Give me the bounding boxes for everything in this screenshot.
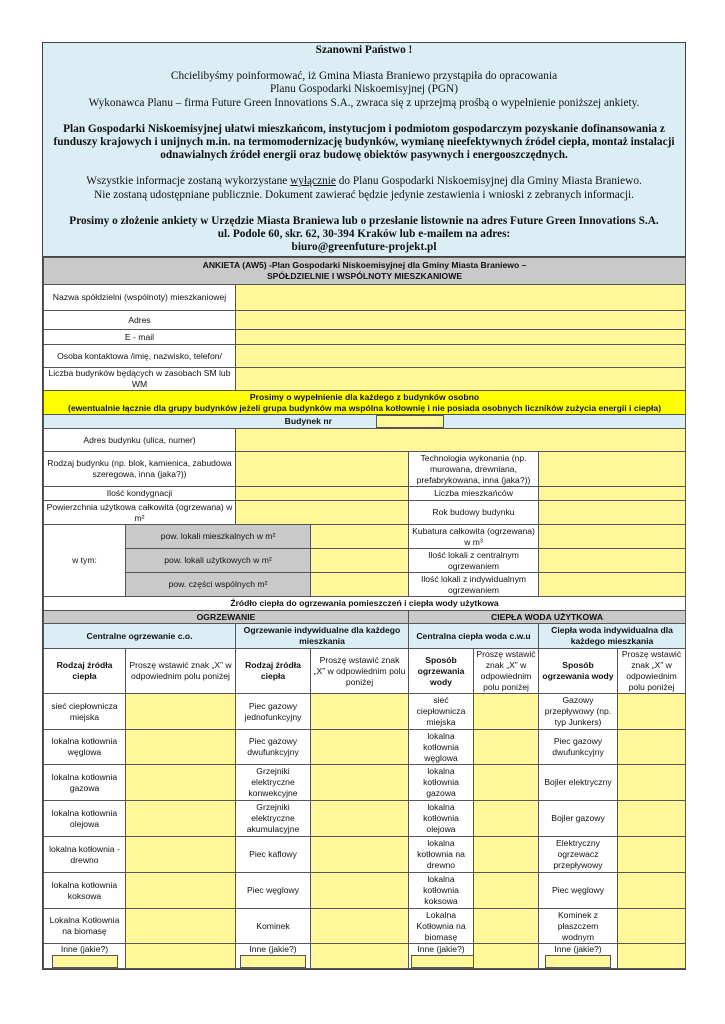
intro-panel [43, 43, 685, 257]
other-label [409, 944, 474, 969]
heat-option-label: Piec gazowy dwufunkcyjny [539, 730, 618, 765]
label-building-type: Rodzaj budynku (np. blok, kamienica, zabudowa szeregowa, inna (jaka?)) [44, 452, 236, 487]
input-email[interactable] [236, 330, 686, 345]
heat-option-label: Grzejniki elektryczne konwekcyjne [236, 765, 311, 801]
survey-subtitle-line: SPÓŁDZIELNIE I WSPÓLNOTY MIESZKANIOWE [266, 271, 463, 282]
intro-line: Chcielibyśmy poinformować, iż Gmina Miasta Braniewo przystąpiła do opracowania [170, 70, 558, 83]
label-usable-area: Powierzchnia użytkowa całkowita (ogrzewana) w m² [44, 501, 236, 525]
privacy-text: Wszystkie informacje zostaną wykorzystane [86, 175, 291, 188]
other-label [236, 944, 311, 969]
label-floors: Ilość kondygnacji [44, 487, 236, 501]
heat-option-mark-cell[interactable] [474, 765, 539, 801]
privacy-text: do Planu Gospodarki Niskoemisyjnej dla Gminy Miasta Braniewo. [335, 175, 642, 188]
heat-option-label: sieć ciepłownicza miejska [409, 694, 474, 730]
heat-option-mark-cell[interactable] [126, 801, 236, 837]
heat-option-mark-cell[interactable] [311, 801, 409, 837]
label-residential-area: pow. lokali mieszkalnych w m² [126, 525, 311, 549]
heat-option-mark-cell[interactable] [126, 730, 236, 765]
survey-sheet [42, 42, 686, 970]
intro-line: Wykonawca Planu – firma Future Green Innovations S.A., zwraca się z uprzejmą prośbą o wypełnienie poniższej ankiety. [88, 96, 640, 109]
heat-option-mark-cell[interactable] [126, 694, 236, 730]
individual-hot-water-header: Ciepła woda indywidualna dla każdego mieszkania [539, 624, 686, 649]
label-email: E - mail [44, 330, 236, 345]
other-mark-cell[interactable] [126, 944, 236, 969]
input-usable-area[interactable] [236, 501, 409, 525]
label-individual-heating-units: Ilość lokali z indywidualnym ogrzewaniem [409, 573, 539, 597]
label-building-count: Liczba budynków będących w zasobach SM lub WM [44, 368, 236, 391]
col-water-heating-method-indiv: Sposób ogrzewania wody [539, 649, 618, 694]
other-label-text: Inne (jakie?) [60, 944, 109, 955]
label-coop-name: Nazwa spółdzielni (wspólnoty) mieszkaniowej [44, 285, 236, 311]
col-mark-x: Proszę wstawić znak „X” w odpowiednim polu poniżej [474, 649, 539, 694]
heat-option-row [44, 801, 686, 837]
label-contact-person: Osoba kontaktowa /imię, nazwisko, telefon/ [44, 345, 236, 368]
heat-option-mark-cell[interactable] [311, 730, 409, 765]
intro-line: Planu Gospodarki Niskoemisyjnej (PGN) [270, 83, 458, 96]
other-label [539, 944, 618, 969]
heat-option-label: Elektryczny ogrzewacz przepływowy [539, 837, 618, 873]
survey-title-line: ANKIETA (AW5) -Plan Gospodarki Niskoemisyjnej dla Gminy Miasta Braniewo – [202, 260, 527, 271]
heat-option-label: Kominek z płaszczem wodnym [539, 909, 618, 944]
fill-instruction-line: Prosimy o wypełnienie dla każdego z budynków osobno [249, 391, 480, 402]
label-including: w tym: [44, 525, 126, 597]
heating-header: OGRZEWANIE [44, 611, 409, 624]
label-building-address: Adres budynku (ulica, numer) [44, 429, 236, 452]
intro-plan-paragraph: Plan Gospodarki Niskoemisyjnej ułatwi mieszkańcom, instytucjom i podmiotom gospodarczym pozyskanie dofinansowania z funduszy krajowych i unijnych m.in. na termomodernizację budynków, wymianę nieefektywnych źródeł ciepła, montaż instalacji odnawialnych źródeł energii oraz budowę obiektów pasywnych i energooszczędnych. [53, 122, 675, 162]
heat-option-label: Piec węglowy [236, 873, 311, 909]
heat-option-mark-cell[interactable] [474, 801, 539, 837]
intro-email: biuro@greenfuture-projekt.pl [291, 241, 437, 254]
other-heating-input[interactable] [52, 955, 118, 968]
label-central-heating-units: Ilość lokali z centralnym ogrzewaniem [409, 549, 539, 573]
heat-option-label: Grzejniki elektryczne akumulacyjne [236, 801, 311, 837]
input-cubature[interactable] [539, 525, 686, 549]
input-residents[interactable] [539, 487, 686, 501]
input-building-count[interactable] [236, 368, 686, 391]
other-hot-water-input[interactable] [411, 955, 474, 968]
heat-option-row [44, 730, 686, 765]
heat-option-label: Piec gazowy dwufunkcyjny [236, 730, 311, 765]
heat-option-label: Piec kaflowy [236, 837, 311, 873]
other-indiv-hot-water-input[interactable] [545, 955, 611, 968]
col-heat-source-type: Rodzaj źródła ciepła [44, 649, 126, 694]
heat-source-title: Źródło ciepła do ogrzewania pomieszczeń i ciepła wody użytkowa [44, 597, 686, 611]
col-mark-x: Proszę wstawić znak „X” w odpowiednim polu poniżej [311, 649, 409, 694]
heat-option-mark-cell[interactable] [311, 873, 409, 909]
heat-option-mark-cell[interactable] [311, 837, 409, 873]
central-heating-header: Centralne ogrzewanie c.o. [44, 624, 236, 649]
input-common-area[interactable] [311, 573, 409, 597]
building-number-row [44, 415, 686, 429]
input-construction-technology[interactable] [539, 452, 686, 487]
privacy-underlined: wyłącznie [290, 175, 336, 188]
heat-option-mark-cell[interactable] [474, 873, 539, 909]
input-address[interactable] [236, 311, 686, 330]
input-commercial-area[interactable] [311, 549, 409, 573]
heat-option-mark-cell[interactable] [618, 909, 686, 944]
heat-option-label: Lokalna Kotłownia na biomasę [409, 909, 474, 944]
input-building-address[interactable] [236, 429, 686, 452]
label-construction-technology: Technologia wykonania (np. murowana, drewniana, prefabrykowana, inna (jaka?)) [409, 452, 539, 487]
input-coop-name[interactable] [236, 285, 686, 311]
label-common-area: pow. części wspólnych m² [126, 573, 311, 597]
heat-option-label: Bojler gazowy [539, 801, 618, 837]
label-address: Adres [44, 311, 236, 330]
heat-option-row [44, 837, 686, 873]
heat-option-label: Gazowy przepływowy (np. typ Junkers) [539, 694, 618, 730]
heat-option-label: Kominek [236, 909, 311, 944]
intro-privacy-line2: Nie zostaną udostępniane publicznie. Dokument zawierać będzie jedynie zestawienia i wnioski z zebranych informacji. [94, 188, 634, 201]
heat-option-mark-cell[interactable] [311, 765, 409, 801]
other-label [44, 944, 126, 969]
heat-option-row [44, 694, 686, 730]
heat-option-label: lokalna kotłownia węglowa [409, 730, 474, 765]
heat-option-label: lokalna kotłownia koksowa [409, 873, 474, 909]
building-number-input[interactable] [376, 415, 444, 428]
col-water-heating-method: Sposób ogrzewania wody [409, 649, 474, 694]
heat-option-mark-cell[interactable] [618, 730, 686, 765]
heat-option-mark-cell[interactable] [311, 694, 409, 730]
heat-option-label: lokalna kotłownia na drewno [409, 837, 474, 873]
col-mark-x: Proszę wstawić znak „X” w odpowiednim polu poniżej [618, 649, 686, 694]
input-floors[interactable] [236, 487, 409, 501]
heat-option-mark-cell[interactable] [618, 694, 686, 730]
input-individual-heating-units[interactable] [539, 573, 686, 597]
intro-address-line: ul. Podole 60, skr. 62, 30-394 Kraków lub e-mailem na adres: [217, 228, 511, 241]
label-cubature: Kubatura całkowita (ogrzewana) w m³ [409, 525, 539, 549]
heat-option-label: lokalna kotłownia gazowa [409, 765, 474, 801]
heat-option-label: Piec gazowy jednofunkcyjny [236, 694, 311, 730]
survey-title [44, 258, 686, 285]
heat-option-mark-cell[interactable] [474, 837, 539, 873]
heat-option-mark-cell[interactable] [474, 694, 539, 730]
heat-option-label: lokalna kotłownia olejowa [44, 801, 126, 837]
other-mark-cell[interactable] [474, 944, 539, 969]
label-commercial-area: pow. lokali użytkowych w m² [126, 549, 311, 573]
heat-option-label: Bojler elektryczny [539, 765, 618, 801]
other-label-text: Inne (jakie?) [554, 944, 602, 955]
heat-option-mark-cell[interactable] [126, 765, 236, 801]
heat-option-mark-cell[interactable] [126, 909, 236, 944]
heat-option-mark-cell[interactable] [474, 730, 539, 765]
input-building-type[interactable] [236, 452, 409, 487]
heat-option-mark-cell[interactable] [126, 837, 236, 873]
building-number-label: Budynek nr [284, 416, 332, 427]
heat-option-mark-cell[interactable] [618, 801, 686, 837]
col-heat-source-type-indiv: Rodzaj źródła ciepła [236, 649, 311, 694]
heat-option-label: lokalna kotłownia węglowa [44, 730, 126, 765]
intro-submit-line: Prosimy o złożenie ankiety w Urzędzie Miasta Braniewa lub o przesłanie listownie na adres Future Green Innovations S.A. [69, 214, 659, 227]
heat-option-mark-cell[interactable] [618, 765, 686, 801]
input-central-heating-units[interactable] [539, 549, 686, 573]
heat-option-label: sieć ciepłownicza miejska [44, 694, 126, 730]
heat-option-mark-cell[interactable] [311, 909, 409, 944]
hot-water-header: CIEPŁA WODA UŻYTKOWA [409, 611, 686, 624]
heat-option-mark-cell[interactable] [618, 837, 686, 873]
heat-option-label: lokalna kotłownia koksowa [44, 873, 126, 909]
heat-option-mark-cell[interactable] [474, 909, 539, 944]
input-contact-person[interactable] [236, 345, 686, 368]
heat-option-label: lokalna kotłownia gazowa [44, 765, 126, 801]
other-label-text: Inne (jakie?) [417, 944, 465, 955]
heat-option-label: Piec węglowy [539, 873, 618, 909]
heat-option-mark-cell[interactable] [618, 873, 686, 909]
central-hot-water-header: Centralna ciepła woda c.w.u [409, 624, 539, 649]
label-residents: Liczba mieszkańców [409, 487, 539, 501]
heat-option-row [44, 909, 686, 944]
other-label-text: Inne (jakie?) [249, 944, 297, 955]
other-mark-cell[interactable] [311, 944, 409, 969]
heat-option-label: lokalna kotłownia -drewno [44, 837, 126, 873]
heat-option-row [44, 873, 686, 909]
heat-option-label: Lokalna Kotłownia na biomasę [44, 909, 126, 944]
label-build-year: Rok budowy budynku [409, 501, 539, 525]
heat-option-label: lokalna kotłownia olejowa [409, 801, 474, 837]
other-indiv-heating-input[interactable] [240, 955, 306, 968]
input-build-year[interactable] [539, 501, 686, 525]
other-mark-cell[interactable] [618, 944, 686, 969]
survey-table [43, 257, 686, 969]
fill-instruction [44, 391, 686, 415]
heat-option-mark-cell[interactable] [126, 873, 236, 909]
input-residential-area[interactable] [311, 525, 409, 549]
individual-heating-header: Ogrzewanie indywidualne dla każdego mieszkania [236, 624, 409, 649]
intro-privacy-line [47, 175, 681, 188]
col-mark-x: Proszę wstawić znak „X” w odpowiednim polu poniżej [126, 649, 236, 694]
fill-instruction-note: (ewentualnie łącznie dla grupy budynków jeżeli grupa budynków ma wspólna kotłownię i nie posiada osobnych liczników zużycia energii i ciepła) [67, 402, 662, 413]
greeting: Szanowni Państwo ! [315, 44, 413, 56]
heat-option-row [44, 765, 686, 801]
